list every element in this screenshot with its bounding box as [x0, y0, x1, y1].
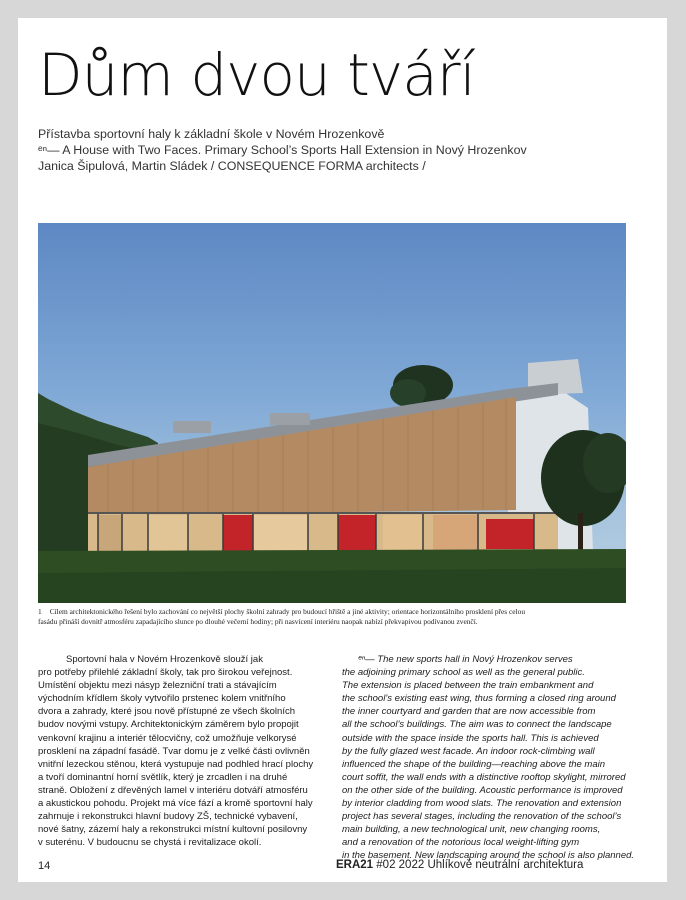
subtitle-authors: Janica Šipulová, Martin Sládek / CONSEQUENCE FORMA architects /: [38, 159, 426, 173]
magazine-name: ERA21: [336, 859, 374, 871]
body-cz-line: straně. Obložení z dřevěných lamel v interiéru dotváří atmosféru: [38, 784, 308, 796]
caption-text-1: Cílem architektonického řešení bylo zachování co největší plochy školní zahrady pro budoucí hřiště a jiné aktivity; orientace horizontálního prosklení přes celou: [49, 607, 526, 616]
body-en-line: by the fully glazed west facade. An indoor rock-climbing wall: [342, 745, 595, 757]
caption-line-2: fasádu přináší dovnitř atmosféru zapadajícího slunce po dlouhé večerní hodiny; při nasvícení interiéru naopak nabízí překvapivou podívanou zvenčí.: [38, 617, 478, 626]
body-en-line: influenced the shape of the building—reaching above the main: [342, 758, 606, 770]
body-cz-line: východním křídlem školy vytvořilo prstenec kolem vnitřního: [38, 693, 286, 705]
body-cz-line: dvora a zahrady, které jsou nově přístupné ze všech školních: [38, 706, 295, 718]
body-en-line: court soffit, the wall ends with a distinctive rooftop skylight, mirrored: [342, 771, 626, 783]
body-en-line: the adjoining primary school as well as the general public.: [342, 667, 585, 679]
body-cz-line: a tvoří dominantní horní světlík, který je zrcadlen i na druhé: [38, 771, 288, 783]
subtitle-czech: Přístavba sportovní haly k základní škole v Novém Hrozenkově: [38, 127, 385, 141]
body-cz-line: Sportovní hala v Novém Hrozenkově slouží jak: [66, 654, 263, 665]
caption-line-1: [38, 607, 630, 617]
body-en-line: the school’s existing east wing, thus forming a closed ring around: [342, 693, 616, 705]
body-en-line: project has several stages, including the renovation of the school’s: [342, 811, 622, 823]
magazine-issue: #02 2022 Uhlíkově neutrální architektura: [376, 859, 584, 871]
magazine-page: [18, 18, 667, 882]
body-cz-line: pro potřeby přilehlé základní školy, tak pro širokou veřejnost.: [38, 667, 293, 679]
body-cz-line: venkovní krajinu a interiér tělocvičny, což umožňuje velkorysé: [38, 732, 297, 744]
body-cz-line: v suterénu. V budoucnu se chystá i revitalizace okolí.: [38, 837, 262, 849]
body-cz-line: prosklení na západní fasádě. Tvar domu je z velké části ovlivněn: [38, 745, 310, 757]
body-en-line: and a renovation of the notorious local weight-lifting gym: [342, 837, 580, 849]
body-text-english: [342, 653, 634, 863]
body-en-line: outside with the space inside the sports hall. This is achieved: [342, 732, 599, 744]
body-cz-line: vnitřní lezeckou stěnou, která vystupuje nad podhled hrací plochy: [38, 758, 314, 770]
body-en-line: in the basement. New landscaping around the school is also planned.: [342, 850, 634, 862]
building-photo: [38, 223, 626, 603]
body-en-line: the inner courtyard and garden that are now accessible from: [342, 706, 596, 718]
body-en-line: main building, a new technological unit, new changing rooms,: [342, 824, 601, 836]
body-en-line: all the school’s buildings. The aim was to connect the landscape: [342, 719, 612, 731]
body-cz-line: zahrnuje i rekonstrukci hlavní budovy ZŠ, technické vybavení,: [38, 811, 298, 823]
article-title: Dům dvou tváří: [38, 41, 475, 109]
subtitle-english: ᵉⁿ— A House with Two Faces. Primary School’s Sports Hall Extension in Nový Hrozenkov: [38, 143, 527, 157]
body-en-line: The extension is placed between the train embankment and: [342, 680, 594, 692]
photo-caption: [38, 607, 630, 627]
body-en-line: on the other side of the building. Acoustic performance is improved: [342, 784, 623, 796]
page-number: 14: [38, 860, 51, 872]
body-cz-line: a akustickou pohodu. Projekt má více fází a kromě sportovní haly: [38, 798, 313, 810]
body-text-czech: [38, 653, 330, 849]
caption-number: 1: [38, 607, 42, 616]
article-subtitle: [38, 126, 638, 174]
magazine-footer: [336, 859, 583, 871]
body-cz-line: nové šatny, zázemí haly a rekonstrukci místní kultovní posilovny: [38, 824, 308, 836]
body-en-line: ᵉⁿ— The new sports hall in Nový Hrozenkov serves: [358, 654, 573, 665]
body-en-line: by interior cladding from wood slats. The renovation and extension: [342, 798, 622, 810]
body-cz-line: Umístění objektu mezi násyp železniční trati a stávajícím: [38, 680, 277, 692]
sports-hall-illustration: [38, 223, 626, 603]
body-cz-line: budov novými vstupy. Architektonickým záměrem bylo propojit: [38, 719, 299, 731]
